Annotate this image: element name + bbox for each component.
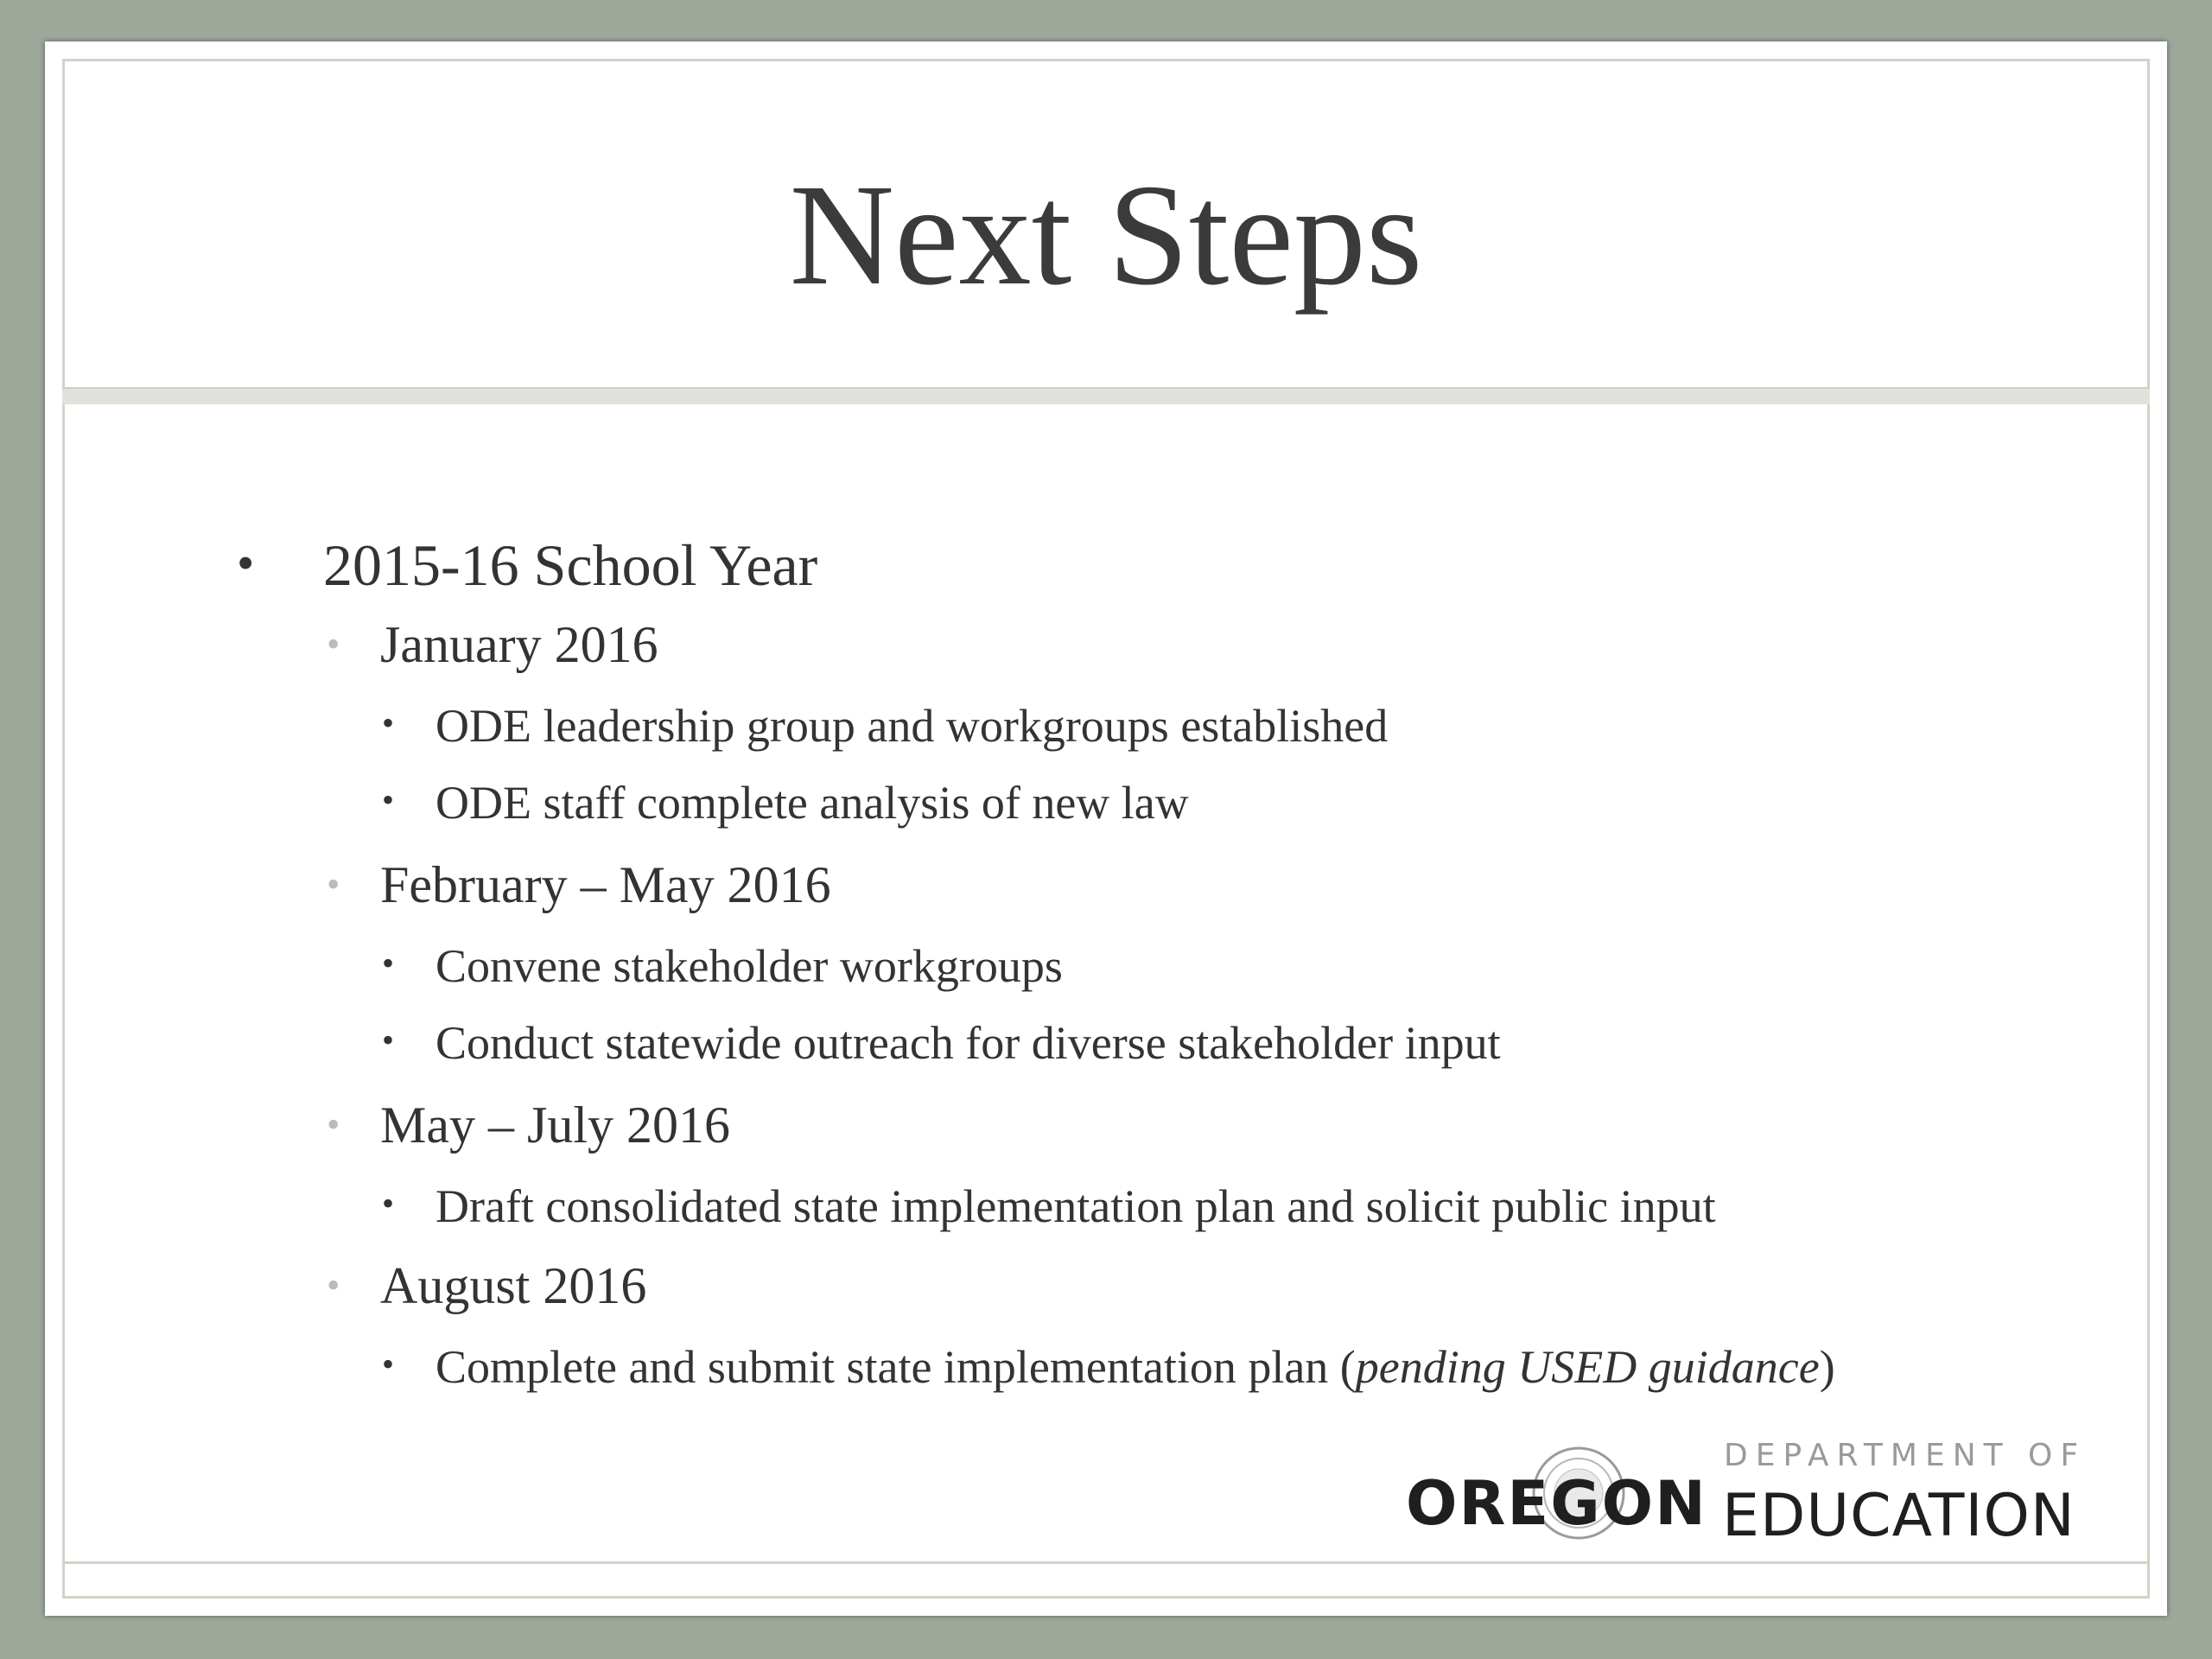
bullet-marker: • (327, 1264, 340, 1306)
list-item: ODE staff complete analysis of new law (435, 777, 1189, 829)
oregon-education-logo (1406, 1420, 2114, 1549)
slide-title: Next Steps (789, 155, 1423, 315)
bullet-marker: • (382, 944, 395, 982)
list-item-italic: pending USED guidance (1355, 1341, 1820, 1393)
list-item-suffix: ) (1819, 1341, 1835, 1393)
bullet-marker: • (382, 780, 395, 819)
bullet-marker: • (382, 1020, 395, 1059)
bullet-marker: • (327, 863, 340, 906)
title-divider (62, 387, 2150, 404)
list-item: ODE leadership group and workgroups established (435, 700, 1389, 752)
bullet-marker: • (237, 535, 255, 591)
logo-education: EDUCATION (1722, 1482, 2075, 1550)
bullet-marker: • (382, 703, 395, 742)
list-item: Convene stakeholder workgroups (435, 940, 1063, 992)
bullet-marker: • (382, 1344, 395, 1383)
bullet-marker: • (327, 623, 340, 665)
list-item: Conduct statewide outreach for diverse stakeholder input (435, 1017, 1501, 1069)
period-heading: May – July 2016 (380, 1096, 730, 1154)
bullet-marker: • (327, 1103, 340, 1146)
bullet-marker: • (382, 1184, 395, 1223)
list-item (435, 1341, 1835, 1393)
title-area (62, 59, 2150, 430)
period-heading: August 2016 (380, 1257, 647, 1314)
list-item-text: Complete and submit state implementation plan ( (435, 1341, 1356, 1393)
logo-oregon: OREGON (1406, 1468, 1707, 1539)
list-item: Draft consolidated state implementation plan and solicit public input (435, 1180, 1716, 1232)
logo-department-of: DEPARTMENT OF (1724, 1438, 2087, 1473)
slide (45, 41, 2167, 1616)
period-heading: January 2016 (380, 616, 658, 673)
section-heading: 2015-16 School Year (323, 532, 818, 598)
footer-divider (62, 1561, 2150, 1564)
period-heading: February – May 2016 (380, 856, 831, 913)
